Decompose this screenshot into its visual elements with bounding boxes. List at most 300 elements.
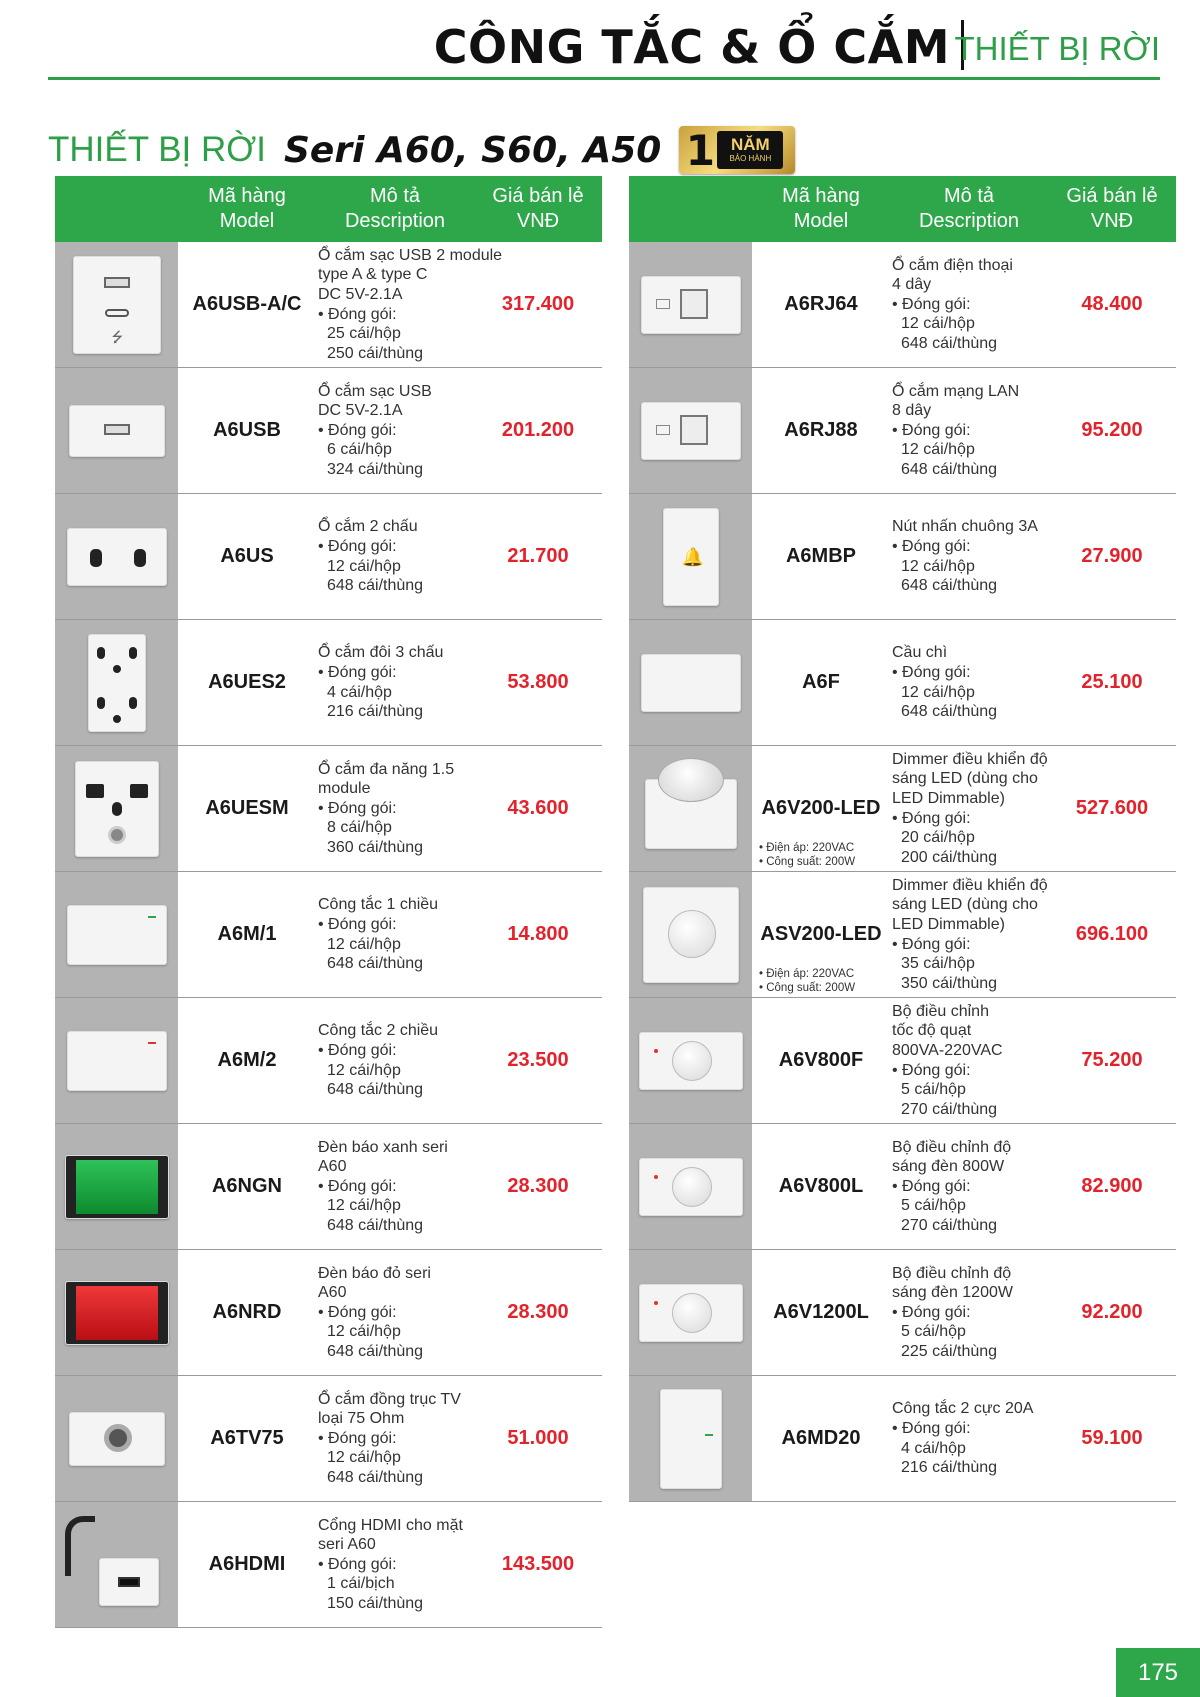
description-line: LED Dimmable) bbox=[892, 915, 1005, 933]
tv-coaxial-socket-icon bbox=[55, 1376, 178, 1501]
product-description bbox=[890, 998, 1048, 1123]
table-row bbox=[55, 494, 602, 620]
product-illustration-part bbox=[148, 1042, 156, 1044]
table-body bbox=[55, 242, 602, 1628]
description-line: Ổ cắm sạc USB bbox=[318, 382, 432, 400]
description-line: 200 cái/thùng bbox=[901, 848, 998, 866]
description-line: • Đóng gói: bbox=[318, 1303, 397, 1321]
description-line: • Đóng gói: bbox=[318, 1177, 397, 1195]
table-row bbox=[629, 746, 1176, 872]
table-row bbox=[55, 1124, 602, 1250]
product-illustration-part bbox=[129, 647, 137, 659]
product-illustration-part bbox=[639, 1284, 743, 1342]
spec-line: • Điện áp: 220VAC bbox=[759, 842, 855, 854]
product-price: 75.200 bbox=[1081, 1049, 1143, 1071]
double-pole-switch-icon bbox=[629, 1376, 752, 1501]
description-line: sáng đèn 1200W bbox=[892, 1284, 1013, 1302]
product-price: 92.200 bbox=[1081, 1301, 1143, 1323]
description-line: • Đóng gói: bbox=[318, 1429, 397, 1447]
header-price-vi: Giá bán lẻ bbox=[492, 185, 584, 207]
product-description bbox=[316, 998, 474, 1123]
product-price: 25.100 bbox=[1081, 671, 1143, 693]
description-line: • Đóng gói: bbox=[892, 1177, 971, 1195]
product-illustration-part bbox=[73, 256, 161, 354]
description-line: 12 cái/hộp bbox=[901, 441, 975, 459]
description-line: • Đóng gói: bbox=[318, 1041, 397, 1059]
product-illustration-part bbox=[654, 1049, 658, 1053]
description-line: type A & type C bbox=[318, 266, 428, 284]
description-line: 8 cái/hộp bbox=[327, 819, 392, 837]
green-indicator-icon bbox=[55, 1124, 178, 1249]
description-line: 648 cái/thùng bbox=[327, 1081, 424, 1099]
product-illustration-part bbox=[69, 1412, 165, 1466]
description-line: 324 cái/thùng bbox=[327, 460, 424, 478]
product-description bbox=[316, 872, 474, 997]
section-label: THIẾT BỊ RỜI bbox=[48, 130, 266, 169]
description-line: sáng LED (dùng cho bbox=[892, 770, 1038, 788]
one-way-switch-icon bbox=[55, 872, 178, 997]
description-line: Công tắc 1 chiều bbox=[318, 896, 439, 914]
product-illustration-part bbox=[118, 1577, 140, 1587]
phone-socket-icon bbox=[629, 242, 752, 367]
description-line: module bbox=[318, 780, 371, 798]
description-line: Nút nhấn chuông 3A bbox=[892, 518, 1038, 536]
product-illustration-part bbox=[639, 1032, 743, 1090]
description-line: • Đóng gói: bbox=[892, 1419, 971, 1437]
description-line: 648 cái/thùng bbox=[901, 334, 998, 352]
description-line: • Đóng gói: bbox=[892, 935, 971, 953]
lan-socket-icon bbox=[629, 368, 752, 493]
description-line: 270 cái/thùng bbox=[901, 1100, 998, 1118]
product-illustration-part bbox=[129, 697, 137, 709]
usb-ac-socket-icon bbox=[55, 242, 178, 367]
product-price: 28.300 bbox=[507, 1175, 569, 1197]
description-line: 648 cái/thùng bbox=[327, 1342, 424, 1360]
description-line: 12 cái/hộp bbox=[327, 1061, 401, 1079]
product-price: 28.300 bbox=[507, 1301, 569, 1323]
product-price: 82.900 bbox=[1081, 1175, 1143, 1197]
table-row bbox=[629, 620, 1176, 746]
product-illustration-part bbox=[90, 549, 102, 567]
product-model: ASV200-LED bbox=[760, 923, 882, 945]
description-line: • Đóng gói: bbox=[318, 799, 397, 817]
table-row bbox=[55, 998, 602, 1124]
series-name: Seri A60, S60, A50 bbox=[284, 129, 662, 171]
product-price: 53.800 bbox=[507, 671, 569, 693]
table-row bbox=[629, 998, 1176, 1124]
description-line: 12 cái/hộp bbox=[901, 315, 975, 333]
table-header bbox=[55, 176, 602, 242]
product-price: 317.400 bbox=[501, 293, 575, 315]
description-line: DC 5V-2.1A bbox=[318, 402, 403, 420]
product-price: 27.900 bbox=[1081, 545, 1143, 567]
description-line: 5 cái/hộp bbox=[901, 1197, 966, 1215]
light-dimmer-800w-icon bbox=[629, 1124, 752, 1249]
double-three-pin-socket-icon bbox=[55, 620, 178, 745]
product-description bbox=[316, 494, 474, 619]
product-illustration-part: 🔔 bbox=[681, 546, 704, 567]
description-line: 270 cái/thùng bbox=[901, 1216, 998, 1234]
table-header bbox=[629, 176, 1176, 242]
description-line: A60 bbox=[318, 1284, 347, 1302]
product-price: 21.700 bbox=[507, 545, 569, 567]
product-model: A6V800F bbox=[778, 1049, 864, 1071]
description-line: Dimmer điều khiển độ bbox=[892, 750, 1048, 768]
description-line: 12 cái/hộp bbox=[327, 935, 401, 953]
doorbell-button-icon bbox=[629, 494, 752, 619]
description-line: loại 75 Ohm bbox=[318, 1410, 405, 1428]
product-description bbox=[890, 872, 1048, 997]
description-line: 648 cái/thùng bbox=[901, 577, 998, 595]
universal-socket-icon bbox=[55, 746, 178, 871]
description-line: A60 bbox=[318, 1158, 347, 1176]
description-line: Bộ điều chỉnh bbox=[892, 1002, 989, 1020]
description-line: 12 cái/hộp bbox=[327, 1323, 401, 1341]
product-illustration-part bbox=[148, 916, 156, 918]
product-table-left bbox=[55, 176, 602, 1628]
product-price: 527.600 bbox=[1075, 797, 1149, 819]
table-row bbox=[55, 242, 602, 368]
warranty-text: BẢO HÀNH bbox=[729, 154, 772, 163]
description-line: • Đóng gói: bbox=[318, 663, 397, 681]
product-illustration-part bbox=[113, 715, 121, 723]
description-line: 648 cái/thùng bbox=[327, 1468, 424, 1486]
header-model bbox=[752, 176, 890, 242]
two-pin-socket-icon bbox=[55, 494, 178, 619]
product-illustration-part bbox=[641, 654, 741, 712]
table-row bbox=[629, 1376, 1176, 1502]
description-line: Bộ điều chỉnh độ bbox=[892, 1264, 1012, 1282]
warranty-unit: NĂM bbox=[730, 135, 770, 154]
description-line: • Đóng gói: bbox=[892, 663, 971, 681]
description-line: • Đóng gói: bbox=[318, 1555, 397, 1573]
product-specs-note bbox=[759, 841, 855, 869]
page-title: CÔNG TẮC & Ổ CẮM bbox=[433, 20, 950, 74]
description-line: DC 5V-2.1A bbox=[318, 285, 403, 303]
product-description bbox=[316, 1124, 474, 1249]
product-description bbox=[316, 368, 474, 493]
description-line: sáng đèn 800W bbox=[892, 1158, 1005, 1176]
description-line: 648 cái/thùng bbox=[327, 577, 424, 595]
product-price: 14.800 bbox=[507, 923, 569, 945]
description-line: • Đóng gói: bbox=[318, 421, 397, 439]
product-model: A6V200-LED bbox=[761, 797, 881, 819]
product-illustration-part bbox=[69, 405, 165, 457]
product-model: A6MD20 bbox=[781, 1427, 861, 1449]
header-price-vi: Giá bán lẻ bbox=[1066, 185, 1158, 207]
spec-line: • Điện áp: 220VAC bbox=[759, 968, 855, 980]
product-illustration-part bbox=[104, 424, 130, 435]
description-line: Ổ cắm điện thoại bbox=[892, 256, 1013, 274]
product-model: A6USB bbox=[213, 419, 281, 441]
product-illustration-part bbox=[656, 299, 670, 309]
product-illustration-part bbox=[75, 761, 159, 857]
led-dimmer-icon bbox=[629, 746, 752, 871]
product-price: 43.600 bbox=[507, 797, 569, 819]
product-illustration-part bbox=[668, 910, 716, 958]
fan-speed-controller-icon bbox=[629, 998, 752, 1123]
description-line: • Đóng gói: bbox=[318, 915, 397, 933]
page-header bbox=[48, 14, 1160, 80]
table-row bbox=[629, 1250, 1176, 1376]
product-illustration-part bbox=[680, 289, 708, 319]
warranty-number: 1 bbox=[685, 125, 715, 175]
header-price bbox=[1048, 176, 1176, 242]
product-illustration-part bbox=[680, 415, 708, 445]
table-row bbox=[55, 872, 602, 998]
description-line: 1 cái/bịch bbox=[327, 1575, 395, 1593]
warranty-box bbox=[717, 131, 783, 169]
product-price: 201.200 bbox=[501, 419, 575, 441]
description-line: sáng LED (dùng cho bbox=[892, 896, 1038, 914]
description-line: 648 cái/thùng bbox=[901, 460, 998, 478]
product-illustration-part bbox=[67, 528, 167, 586]
description-line: 648 cái/thùng bbox=[901, 703, 998, 721]
product-model: A6USB-A/C bbox=[192, 293, 302, 315]
description-line: • Đóng gói: bbox=[318, 537, 397, 555]
header-description bbox=[890, 176, 1048, 242]
product-description bbox=[890, 368, 1048, 493]
product-illustration-part bbox=[660, 1389, 722, 1489]
product-model: A6NRD bbox=[212, 1301, 282, 1323]
product-table-right bbox=[629, 176, 1176, 1502]
description-line: tốc độ quạt bbox=[892, 1022, 972, 1040]
product-illustration-part bbox=[654, 1301, 658, 1305]
product-illustration-part bbox=[105, 309, 129, 317]
description-line: 225 cái/thùng bbox=[901, 1342, 998, 1360]
product-description bbox=[890, 494, 1048, 619]
description-line: 150 cái/thùng bbox=[327, 1594, 424, 1612]
description-line: 360 cái/thùng bbox=[327, 838, 424, 856]
product-illustration-part bbox=[67, 1031, 167, 1091]
product-description bbox=[316, 1376, 474, 1501]
product-illustration-part bbox=[65, 1155, 169, 1219]
table-row bbox=[629, 368, 1176, 494]
product-model: A6V1200L bbox=[773, 1301, 869, 1323]
product-illustration-part bbox=[113, 665, 121, 673]
product-illustration-part: ⭍ bbox=[111, 328, 124, 345]
product-illustration-part bbox=[97, 647, 105, 659]
description-line: Cầu chì bbox=[892, 644, 948, 662]
section-title bbox=[48, 124, 795, 176]
product-price: 48.400 bbox=[1081, 293, 1143, 315]
product-model: A6TV75 bbox=[210, 1427, 284, 1449]
product-illustration-part bbox=[639, 1158, 743, 1216]
description-line: 5 cái/hộp bbox=[901, 1081, 966, 1099]
product-model: A6NGN bbox=[211, 1175, 282, 1197]
product-illustration-part bbox=[672, 1167, 712, 1207]
two-way-switch-icon bbox=[55, 998, 178, 1123]
header-description bbox=[316, 176, 474, 242]
header-image-col bbox=[55, 176, 178, 242]
product-description bbox=[316, 620, 474, 745]
header-desc-vi: Mô tả bbox=[943, 185, 995, 207]
product-description bbox=[890, 620, 1048, 745]
product-illustration-part bbox=[663, 508, 719, 606]
warranty-badge bbox=[679, 126, 795, 174]
product-illustration-part bbox=[104, 277, 130, 288]
product-illustration-part bbox=[112, 802, 122, 816]
product-model: A6RJ88 bbox=[784, 419, 858, 441]
header-price bbox=[474, 176, 602, 242]
description-line: 12 cái/hộp bbox=[327, 1197, 401, 1215]
description-line: 12 cái/hộp bbox=[901, 557, 975, 575]
table-row bbox=[55, 368, 602, 494]
description-line: Ổ cắm đa năng 1.5 bbox=[318, 760, 455, 778]
product-price: 59.100 bbox=[1081, 1427, 1143, 1449]
led-dimmer-plate-icon bbox=[629, 872, 752, 997]
product-model: A6HDMI bbox=[208, 1553, 286, 1575]
header-desc-vi: Mô tả bbox=[369, 185, 421, 207]
description-line: Ổ cắm đôi 3 chấu bbox=[318, 644, 444, 662]
table-row bbox=[629, 872, 1176, 998]
product-illustration-part bbox=[104, 1424, 132, 1452]
product-illustration-part bbox=[76, 1160, 158, 1214]
product-illustration-part bbox=[65, 1281, 169, 1345]
product-price: 696.100 bbox=[1075, 923, 1149, 945]
description-line: Công tắc 2 cực 20A bbox=[892, 1400, 1034, 1418]
description-line: 648 cái/thùng bbox=[327, 1216, 424, 1234]
description-line: Ổ cắm sạc USB 2 module bbox=[318, 246, 503, 264]
header-price-en: VNĐ bbox=[1090, 210, 1134, 232]
table-row bbox=[55, 1376, 602, 1502]
description-line: 350 cái/thùng bbox=[901, 974, 998, 992]
product-model: A6F bbox=[802, 671, 840, 693]
product-illustration-part bbox=[641, 276, 741, 334]
product-price: 143.500 bbox=[501, 1553, 575, 1575]
header-image-col bbox=[629, 176, 752, 242]
product-illustration-part bbox=[76, 1286, 158, 1340]
product-model: A6US bbox=[220, 545, 274, 567]
product-illustration-part bbox=[705, 1434, 713, 1436]
description-line: 4 dây bbox=[892, 276, 932, 294]
product-description bbox=[890, 242, 1048, 367]
header-price-en: VNĐ bbox=[516, 210, 560, 232]
description-line: LED Dimmable) bbox=[892, 789, 1005, 807]
product-specs-note bbox=[759, 967, 855, 995]
product-illustration-part bbox=[658, 758, 724, 802]
table-body bbox=[629, 242, 1176, 1502]
table-row bbox=[629, 1124, 1176, 1250]
description-line: Bộ điều chỉnh độ bbox=[892, 1138, 1012, 1156]
red-indicator-icon bbox=[55, 1250, 178, 1375]
product-illustration-part bbox=[65, 1516, 95, 1576]
description-line: Cổng HDMI cho mặt bbox=[318, 1516, 463, 1534]
description-line: • Đóng gói: bbox=[892, 1061, 971, 1079]
header-model-en: Model bbox=[793, 210, 849, 232]
header-desc-en: Description bbox=[344, 210, 446, 232]
description-line: Đèn báo xanh seri bbox=[318, 1138, 448, 1156]
product-model: A6V800L bbox=[778, 1175, 864, 1197]
description-line: 12 cái/hộp bbox=[327, 1449, 401, 1467]
description-line: Ổ cắm đồng trục TV bbox=[318, 1390, 461, 1408]
description-line: • Đóng gói: bbox=[892, 295, 971, 313]
spec-line: • Công suất: 200W bbox=[759, 856, 856, 868]
description-line: 20 cái/hộp bbox=[901, 829, 975, 847]
product-description bbox=[316, 242, 503, 367]
page-number: 175 bbox=[1116, 1648, 1200, 1697]
product-description bbox=[316, 746, 474, 871]
description-line: Ổ cắm mạng LAN bbox=[892, 382, 1020, 400]
description-line: 6 cái/hộp bbox=[327, 441, 392, 459]
description-line: 35 cái/hộp bbox=[901, 955, 975, 973]
product-description bbox=[890, 1376, 1048, 1501]
description-line: 5 cái/hộp bbox=[901, 1323, 966, 1341]
table-row bbox=[55, 746, 602, 872]
page-subtitle: THIẾT BỊ RỜI bbox=[954, 30, 1160, 67]
header-model-vi: Mã hàng bbox=[782, 185, 860, 207]
description-line: 12 cái/hộp bbox=[327, 557, 401, 575]
description-line: seri A60 bbox=[318, 1536, 376, 1554]
description-line: Công tắc 2 chiều bbox=[318, 1022, 439, 1040]
description-line: • Đóng gói: bbox=[892, 421, 971, 439]
table-row bbox=[55, 1502, 602, 1628]
description-line: 250 cái/thùng bbox=[327, 344, 424, 362]
description-line: 8 dây bbox=[892, 402, 932, 420]
table-row bbox=[55, 1250, 602, 1376]
spec-line: • Công suất: 200W bbox=[759, 982, 856, 994]
product-price: 95.200 bbox=[1081, 419, 1143, 441]
description-line: • Đóng gói: bbox=[318, 305, 397, 323]
product-illustration-part bbox=[645, 779, 737, 849]
product-illustration-part bbox=[656, 425, 670, 435]
description-line: • Đóng gói: bbox=[892, 809, 971, 827]
description-line: 216 cái/thùng bbox=[901, 1459, 998, 1477]
product-illustration-part bbox=[99, 1558, 159, 1606]
description-line: Ổ cắm 2 chấu bbox=[318, 518, 418, 536]
description-line: • Đóng gói: bbox=[892, 1303, 971, 1321]
table-row bbox=[55, 620, 602, 746]
header-model bbox=[178, 176, 316, 242]
product-description bbox=[890, 1250, 1048, 1375]
product-description bbox=[316, 1250, 474, 1375]
hdmi-port-icon bbox=[55, 1502, 178, 1627]
product-illustration-part bbox=[654, 1175, 658, 1179]
description-line: Dimmer điều khiển độ bbox=[892, 876, 1048, 894]
light-dimmer-1200w-icon bbox=[629, 1250, 752, 1375]
product-illustration-part bbox=[643, 887, 739, 983]
product-model: A6M/1 bbox=[217, 923, 277, 945]
description-line: • Đóng gói: bbox=[892, 537, 971, 555]
product-description bbox=[316, 1502, 474, 1627]
product-illustration-part bbox=[130, 784, 148, 798]
product-model: A6MBP bbox=[785, 545, 856, 567]
product-model: A6RJ64 bbox=[784, 293, 858, 315]
product-model: A6UES2 bbox=[208, 671, 286, 693]
product-model: A6M/2 bbox=[217, 1049, 277, 1071]
product-illustration-part bbox=[134, 549, 146, 567]
fuse-icon bbox=[629, 620, 752, 745]
description-line: 4 cái/hộp bbox=[901, 1439, 966, 1457]
usb-socket-icon bbox=[55, 368, 178, 493]
product-price: 23.500 bbox=[507, 1049, 569, 1071]
description-line: 800VA-220VAC bbox=[892, 1041, 1003, 1059]
product-illustration-part bbox=[672, 1041, 712, 1081]
description-line: 25 cái/hộp bbox=[327, 325, 401, 343]
product-illustration-part bbox=[86, 784, 104, 798]
table-row bbox=[629, 494, 1176, 620]
table-row bbox=[629, 242, 1176, 368]
header-model-vi: Mã hàng bbox=[208, 185, 286, 207]
product-illustration-part bbox=[108, 826, 126, 844]
description-line: 4 cái/hộp bbox=[327, 683, 392, 701]
product-price: 51.000 bbox=[507, 1427, 569, 1449]
description-line: Đèn báo đỏ seri bbox=[318, 1264, 431, 1282]
description-line: 12 cái/hộp bbox=[901, 683, 975, 701]
product-description bbox=[890, 1124, 1048, 1249]
header-model-en: Model bbox=[219, 210, 275, 232]
header-desc-en: Description bbox=[918, 210, 1020, 232]
